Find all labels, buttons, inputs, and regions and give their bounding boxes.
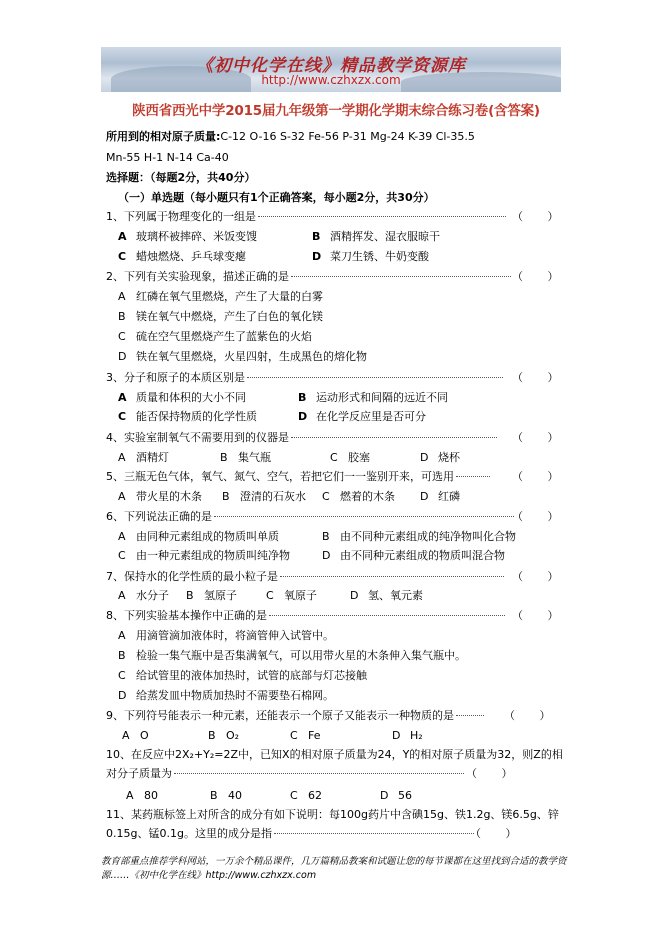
question-8-stem: 8、下列实验基本操作中正确的是 [106,609,507,623]
question-3-stem: 3、分子和原子的本质区别是 [106,371,505,385]
option: D 烧杯 [420,451,460,464]
option: C 胶塞 [330,451,370,464]
section-heading: 选择题：（每题2分，共40分） [106,171,256,184]
question-11-stem-continued: 0.15g、锰0.1g。这里的成分是指 [106,827,476,841]
answer-paren: （ ） [512,270,559,283]
option: D 氢、氧元素 [350,589,423,602]
banner-title: 《初中化学在线》精品教学资源库 [196,56,466,76]
option: B O₂ [208,729,240,742]
option: A 用滴管滴加液体时，将滴管伸入试管中。 [118,629,334,642]
option: B 集气瓶 [220,451,271,464]
option: C 能否保持物质的化学性质 [118,410,257,423]
option: C 62 [290,789,322,802]
header-banner [101,47,561,92]
option: B 由不同种元素组成的纯净物叫化合物 [322,530,516,543]
option: A 玻璃杯被摔碎、米饭变馊 [118,230,257,243]
option: A 红磷在氧气里燃烧，产生了大量的白雾 [118,290,323,303]
question-2-stem: 2、下列有关实验现象，描述正确的是 [106,270,513,284]
answer-paren: （ ） [512,609,559,622]
question-4-stem: 4、实验室制氧气不需要用到的仪器是 [106,431,499,445]
option: A O [122,729,149,742]
option: D 菜刀生锈、牛奶变酸 [312,250,429,263]
option: C Fe [290,729,321,742]
answer-paren: （ ） [470,827,517,840]
atomic-mass-label: 所用到的相对原子质量: [106,130,221,143]
question-6-stem: 6、下列说法正确的是 [106,510,516,524]
option: B 运动形式和间隔的远近不同 [298,391,448,404]
question-7-stem: 7、保持水的化学性质的最小粒子是 [106,570,506,584]
option: C 硫在空气里燃烧产生了蓝紫色的火焰 [118,330,312,343]
option: C 给试管里的液体加热时，试管的底部与灯芯接触 [118,669,367,682]
option: A 酒精灯 [118,451,169,464]
question-10-stem-continued: 对分子质量为 [106,767,466,781]
subsection-heading: （一）单选题（每小题只有1个正确答案，每小题2分，共30分） [118,191,435,204]
answer-paren: （ ） [512,510,559,523]
answer-paren: （ ） [466,767,513,780]
option: B 氢原子 [186,589,237,602]
atomic-mass-values: C-12 O-16 S-32 Fe-56 P-31 Mg-24 K-39 Cl-35.5 [220,130,475,143]
option: D 在化学反应里是否可分 [298,410,426,423]
answer-paren: （ ） [512,570,559,583]
answer-paren: （ ） [512,470,559,483]
question-5-stem: 5、三瓶无色气体，氧气、氮气、空气，若把它们一一鉴别开来，可选用 [106,470,492,484]
option: C 氧原子 [266,589,317,602]
option: A 由同种元素组成的物质叫单质 [118,530,279,543]
option: D 红磷 [420,490,460,503]
option: B 40 [210,789,242,802]
question-10-stem: 10、在反应中2X₂+Y₂=2Z中，已知X的相对原子质量为24，Y的相对原子质量为32，则Z的相 [106,748,563,761]
option: D 给蒸发皿中物质加热时不需要垫石棉网。 [118,689,334,702]
option: A 水分子 [118,589,169,602]
answer-paren: （ ） [504,709,551,722]
option: B 酒精挥发、湿衣服晾干 [312,230,440,243]
atomic-mass-line [106,130,475,144]
question-9-stem: 9、下列符号能表示一种元素，还能表示一个原子又能表示一种物质的是 [106,709,486,723]
option: A 带火星的木条 [118,490,202,503]
option: B 检验一集气瓶中是否集满氧气，可以用带火星的木条伸入集气瓶中。 [118,649,466,662]
option: A 质量和体积的大小不同 [118,391,246,404]
option: D 由不同种元素组成的物质叫混合物 [322,549,505,562]
option: D 铁在氧气里燃烧，火星四射，生成黑色的熔化物 [118,350,367,363]
question-1-stem: 1、下列属于物理变化的一组是 [106,210,508,224]
answer-paren: （ ） [512,431,559,444]
question-11-stem: 11、某药瓶标签上对所含的成分有如下说明：每100g药片中含碘15g、铁1.2g、镁6.5g、锌 [106,808,559,821]
option: B 澄清的石灰水 [222,490,306,503]
option: C 由一种元素组成的物质叫纯净物 [118,549,290,562]
answer-paren: （ ） [512,210,559,223]
option: C 燃着的木条 [322,490,395,503]
document-title: 陕西省西光中学2015届九年级第一学期化学期末综合练习卷(含答案) [132,103,540,119]
banner-url[interactable]: http://www.czhxzx.com [261,73,401,87]
atomic-mass-line-2: Mn-55 H-1 N-14 Ca-40 [106,151,229,164]
option: A 80 [126,789,158,802]
page-footer: 教育部重点推荐学科网站，一万余个精品课件，几万篇精品教案和试题让您的每节课都在这里找到合适的教学资源……《初中化学在线》http://www.czhxzx.com [101,856,567,881]
answer-paren: （ ） [512,371,559,384]
option: C 蜡烛燃烧、乒乓球变瘪 [118,250,246,263]
option: D 56 [380,789,412,802]
option: B 镁在氧气中燃烧，产生了白色的氧化镁 [118,310,323,323]
option: D H₂ [392,729,423,742]
